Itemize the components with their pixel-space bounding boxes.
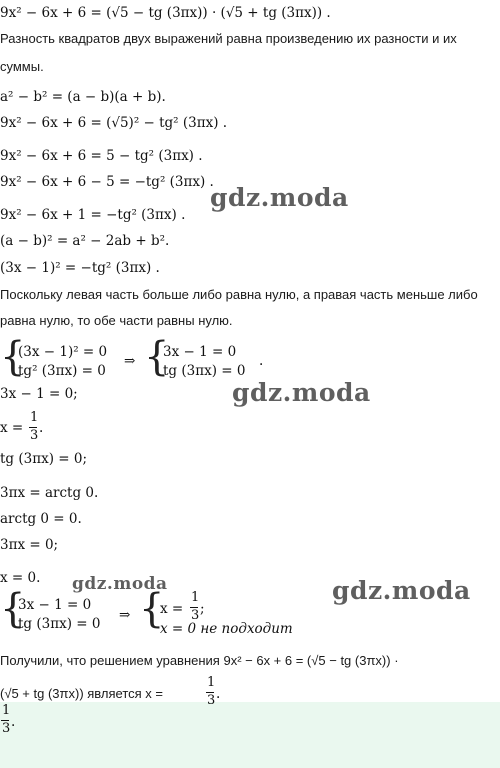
system2-brace-left: { <box>0 586 26 632</box>
system2-brace-right: { <box>139 586 165 632</box>
system2-x-label: x = <box>160 601 184 617</box>
system2-eq1: 3x − 1 = 0 <box>18 597 92 613</box>
answer-denominator: 3 <box>2 721 11 736</box>
equation-line-1: 9x² − 6x + 6 = (√5 − tg (3πx)) · (√5 + tg (3πx)) . <box>0 5 331 21</box>
system1-eq3: 3x − 1 = 0 <box>163 344 237 360</box>
conclusion-dot: . <box>216 686 221 702</box>
system-brace-left: { <box>0 334 26 380</box>
equation-arctg: 3πx = arctg 0. <box>0 485 99 501</box>
system1-eq1: (3x − 1)² = 0 <box>18 344 108 360</box>
equation-line-10: (3x − 1)² = −tg² (3πx) . <box>0 260 160 276</box>
equation-line-8: 9x² − 6x + 1 = −tg² (3πx) . <box>0 207 186 223</box>
watermark-4: gdz.moda <box>332 576 471 605</box>
system2-fraction-denominator: 3 <box>191 608 200 623</box>
system1-eq2: tg² (3πx) = 0 <box>18 363 106 379</box>
watermark-2: gdz.moda <box>232 378 371 407</box>
fraction-denominator: 3 <box>30 428 39 443</box>
fraction-numerator: 1 <box>30 410 39 425</box>
equation-arctg-zero: arctg 0 = 0. <box>0 511 82 527</box>
equation-3pix: 3πx = 0; <box>0 537 59 553</box>
conclusion-fraction-numerator: 1 <box>207 675 216 690</box>
equation-line-7: 9x² − 6x + 6 − 5 = −tg² (3πx) . <box>0 174 214 190</box>
text-sums: суммы. <box>0 59 44 74</box>
equation-3x-minus-1: 3x − 1 = 0; <box>0 386 78 402</box>
fraction-dot: . <box>39 420 44 436</box>
system2-semicolon: ; <box>200 601 205 617</box>
formula-square-of-difference: (a − b)² = a² − 2ab + b². <box>0 233 170 249</box>
watermark-1: gdz.moda <box>210 183 349 212</box>
equation-line-5: 9x² − 6x + 6 = (√5)² − tg² (3πx) . <box>0 115 228 131</box>
conclusion-line-1: Получили, что решением уравнения 9x² − 6x + 6 = (√5 − tg (3πx)) · <box>0 653 399 668</box>
answer-dot: . <box>11 714 16 730</box>
equation-x-zero: x = 0. <box>0 570 41 586</box>
system1-dot: . <box>259 353 264 369</box>
system-brace-right: { <box>144 334 170 380</box>
conclusion-fraction-denominator: 3 <box>207 693 216 708</box>
x-equals-label: x = <box>0 420 24 436</box>
implies-arrow-2: ⇒ <box>119 607 131 623</box>
system1-eq4: tg (3πx) = 0 <box>163 363 246 379</box>
text-reasoning-2: равна нулю, то обе части равны нулю. <box>0 313 233 328</box>
system2-eq2: tg (3πx) = 0 <box>18 616 101 632</box>
text-difference-of-squares: Разность квадратов двух выражений равна произведению их разности и их <box>0 31 457 46</box>
answer-numerator: 1 <box>2 703 11 718</box>
system2-fraction-numerator: 1 <box>191 590 200 605</box>
implies-arrow: ⇒ <box>124 353 136 369</box>
watermark-3: gdz.moda <box>72 574 168 594</box>
formula-difference-of-squares: a² − b² = (a − b)(a + b). <box>0 89 166 105</box>
answer-highlight <box>0 702 500 768</box>
conclusion-line-2: (√5 + tg (3πx)) является x = <box>0 686 163 701</box>
text-reasoning-1: Поскольку левая часть больше либо равна нулю, а правая часть меньше либо <box>0 287 478 302</box>
equation-tg: tg (3πx) = 0; <box>0 451 87 467</box>
system2-not-fit: x = 0 не подходит <box>160 621 293 637</box>
equation-line-6: 9x² − 6x + 6 = 5 − tg² (3πx) . <box>0 148 203 164</box>
